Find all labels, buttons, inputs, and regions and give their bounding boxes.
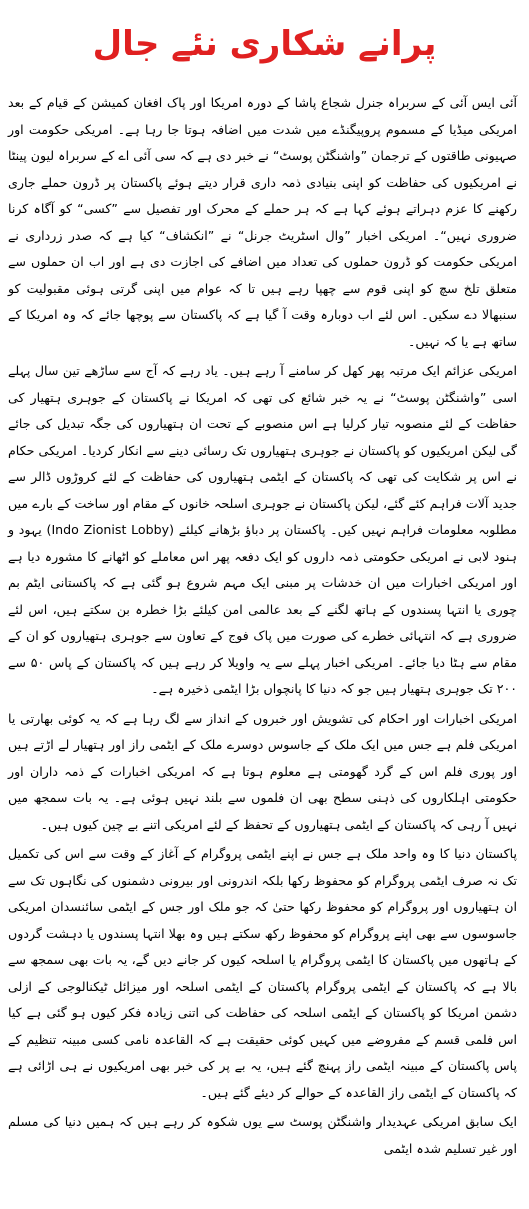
article-paragraph: ایک سابق امریکی عہدیدار واشنگٹن پوسٹ سے یوں شکوہ کر رہے ہیں کہ ہمیں دنیا کی مسلم اور غیر تسلیم شدہ ایٹمی <box>8 1114 517 1156</box>
article-paragraph: پاکستان دنیا کا وہ واحد ملک ہے جس نے اپنے ایٹمی پروگرام کے آغاز کے وقت سے اس کی تکمیل تک نہ صرف ایٹمی پروگرام کو محفوظ رکھا بلکہ اندرونی اور بیرونی دشمنوں کی نگاہوں تک سے ان ہتھیاروں اور پروگرام کو محفوظ رکھا حتیٰ کہ جو ملک اور جس کے ایٹمی سائنسدان امریکی جاسوسوں سے بھی اپنے پروگرام کو محفوظ رکھ سکتے ہیں وہ بھلا انتہا پسندوں یا دہشت گردوں کے ہاتھوں میں پاکستان کا ایٹمی پروگرام یا اسلحہ کیوں کر جانے دیں گے، یہ بات بھی سمجھ سے بالا ہے کہ پاکستان کے ایٹمی پروگرام پاکستان کے ایٹمی اسلحہ اور میزائل ٹیکنالوجی کے ازلی دشمن امریکا کو پاکستان کے ایٹمی اسلحہ کی حفاظت کی اتنی زیادہ فکر کیوں ہو گئی ہے کیا اس فلمی قسم کے مفروضے میں کہیں کوئی حقیقت ہے کہ القاعدہ نامی کسی مبینہ تنظیم کے پاس پاکستان کے مبینہ ایٹمی راز پہنچ گئے ہیں، یہ بے پر کی خبر بھی امریکیوں نے ہی اڑائی ہے کہ پاکستان کے ایٹمی راز القاعدہ کے حوالے کر دیئے گئے ہیں۔ <box>8 846 517 1100</box>
article-paragraph: امریکی عزائم ایک مرتبہ پھر کھل کر سامنے آ رہے ہیں۔ یاد رہے کہ آج سے ساڑھے تین سال پہلے اسی ”واشنگٹن پوسٹ“ نے یہ خبر شائع کی تھی کہ امریکا نے پاکستان کے جوہری ہتھیار کی حفاظت کے لئے منصوبہ تیار کرلیا ہے اس منصوبے کے تحت ان ہتھیاروں کی جگہ تبدیل کی جائے گی لیکن امریکیوں کو پاکستان نے جوہری ہتھیاروں تک رسائی دینے سے انکار کردیا۔ امریکی حکام نے اس پر شکایت کی تھی کہ پاکستان کے ایٹمی ہتھیاروں کی حفاظت کے لئے کروڑوں ڈالر سے جدید آلات فراہم کئے گئے، لیکن پاکستان نے جوہری اسلحہ خانوں کے مقام اور ساخت کے بارے میں مطلوبہ معلومات فراہم نہیں کیں۔ پاکستان پر دباؤ بڑھانے کیلئے (Indo Zionist Lobby) یہود و ہنود لابی نے امریکی حکومتی ذمہ داروں کو ایک دفعہ پھر اس معاملے کو اٹھانے کا مشورہ دیا ہے اور امریکی اخبارات میں ان خدشات پر مبنی ایک مہم شروع ہو گئی ہے کہ پاکستانی ایٹم بم چوری یا انتہا پسندوں کے ہاتھ لگنے کے بعد عالمی امن کیلئے بڑا خطرہ بن سکتے ہیں، اس لئے ضروری ہے کہ انتہائی خطرے کی صورت میں پاک فوج کے تعاون سے جوہری ہتھیاروں کو ان کے مقام سے ہٹا دیا جائے۔ امریکی اخبار پہلے سے یہ واویلا کر رہے ہیں کہ پاکستان کے پاس ۵۰ سے ۲۰۰ تک جوہری ہتھیار ہیں جو کہ دنیا کا پانچواں بڑا ایٹمی ذخیرہ ہے۔ <box>8 363 518 696</box>
article-body <box>8 90 521 1162</box>
article-paragraph: امریکی اخبارات اور احکام کی تشویش اور خبروں کے انداز سے لگ رہا ہے کہ یہ کوئی بھارتی یا امریکی فلم ہے جس میں ایک ملک کے جاسوس دوسرے ملک کے ایٹمی راز اور ہتھیار لے اڑتے ہیں اور پوری فلم اس کے گرد گھومتی ہے معلوم ہوتا ہے کہ امریکی اخبارات کے ذمہ داران اور حکومتی اہلکاروں کی ذہنی سطح بھی ان فلموں سے بلند نہیں ہوئی ہے۔ یہ بات سمجھ میں نہیں آ رہی کہ پاکستان کے ایٹمی ہتھیاروں کے تحفظ کے لئے امریکی اتنے بے چین کیوں ہیں۔ <box>8 710 517 832</box>
article-paragraph: آئی ایس آئی کے سربراہ جنرل شجاع پاشا کے دورہ امریکا اور پاک افغان کمیشن کے قیام کے بعد امریکی میڈیا کے مسموم پروپیگنڈے میں شدت میں اضافہ ہوتا جا رہا ہے۔ امریکی حکومت اور صہیونی طاقتوں کے ترجمان ”واشنگٹن پوسٹ“ نے خبر دی ہے کہ سی آئی اے کے سربراہ لیون پینٹا نے امریکیوں کی حفاظت کو اپنی بنیادی ذمہ داری قرار دیتے ہوئے پاکستان پر ڈرون حملے جاری رکھنے کا عزم دہراتے ہوئے کہا ہے کہ ہر حملے کے محرک اور تفصیل سے ”کسی“ کو آگاہ کرنا ضروری نہیں“۔ امریکی اخبار ”وال اسٹریٹ جرنل“ نے ”انکشاف“ کیا ہے کہ صدر زرداری نے امریکی حکومت کو ڈرون حملوں کی تعداد میں اضافے کی اجازت دی ہے اور اب ان حملوں سے متعلق تلخ سچ کو اپنی قوم سے چھپا رہے ہیں تا کہ عوام میں اپنی گرتی ہوئی مقبولیت کو سنبھالا دے سکیں۔ اس لئے اب دوبارہ وقت آ گیا ہے کہ پاکستان سے پوچھا جائے کہ وہ امریکا کے ساتھ ہے یا کہ نہیں۔ <box>8 95 517 349</box>
article-title: پرانے شکاری نئے جال <box>92 24 437 64</box>
